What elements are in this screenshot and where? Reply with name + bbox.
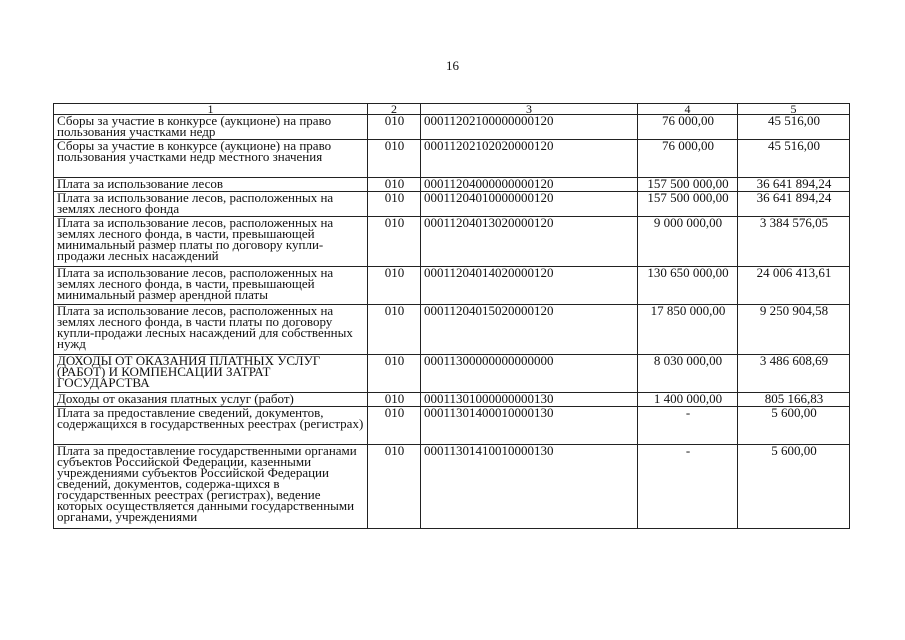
row-actual: 3 486 608,69 — [738, 355, 850, 393]
column-header-4: 4 — [638, 104, 738, 115]
revenue-table — [53, 103, 850, 529]
row-plan: 17 850 000,00 — [638, 305, 738, 355]
row-name: Плата за предоставление государственными органами субъектов Российской Федерации, казенными учреждениями субъектов Российской Федерации сведений, документов, содержа-щихся в государственных реестрах (регистрах), ведение которых осуществляется данными государственными органами, учреждениями — [54, 445, 368, 529]
row-code: 010 — [368, 355, 421, 393]
row-actual: 805 166,83 — [738, 393, 850, 407]
column-header-2: 2 — [368, 104, 421, 115]
row-actual: 24 006 413,61 — [738, 267, 850, 305]
row-kbk: 00011204013020000120 — [421, 217, 638, 267]
page-number: 16 — [446, 58, 459, 73]
row-actual: 45 516,00 — [738, 115, 850, 140]
row-kbk: 00011204015020000120 — [421, 305, 638, 355]
table-row — [54, 355, 850, 393]
row-code: 010 — [368, 115, 421, 140]
row-kbk: 00011202100000000120 — [421, 115, 638, 140]
row-plan: 8 030 000,00 — [638, 355, 738, 393]
row-name: Плата за использование лесов, расположенных на землях лесного фонда — [54, 192, 368, 217]
row-code: 010 — [368, 305, 421, 355]
row-actual: 36 641 894,24 — [738, 192, 850, 217]
row-name: ДОХОДЫ ОТ ОКАЗАНИЯ ПЛАТНЫХ УСЛУГ (РАБОТ) И КОМПЕНСАЦИИ ЗАТРАТ ГОСУДАРСТВА — [54, 355, 368, 393]
table-row — [54, 407, 850, 445]
table-row — [54, 217, 850, 267]
row-plan: 76 000,00 — [638, 140, 738, 178]
row-actual: 9 250 904,58 — [738, 305, 850, 355]
row-kbk: 00011204010000000120 — [421, 192, 638, 217]
row-actual: 45 516,00 — [738, 140, 850, 178]
row-code: 010 — [368, 445, 421, 529]
row-code: 010 — [368, 217, 421, 267]
row-actual: 5 600,00 — [738, 407, 850, 445]
row-kbk: 00011301410010000130 — [421, 445, 638, 529]
row-name: Сборы за участие в конкурсе (аукционе) на право пользования участками недр местного значения — [54, 140, 368, 178]
column-header-3: 3 — [421, 104, 638, 115]
row-actual: 3 384 576,05 — [738, 217, 850, 267]
row-plan: - — [638, 445, 738, 529]
row-plan: 130 650 000,00 — [638, 267, 738, 305]
row-kbk: 00011301400010000130 — [421, 407, 638, 445]
row-name: Плата за использование лесов, расположенных на землях лесного фонда, в части, превышающей минимальный размер платы по договору купли-продажи лесных насаждений — [54, 217, 368, 267]
row-name: Плата за предоставление сведений, документов, содержащихся в государственных реестрах (регистрах) — [54, 407, 368, 445]
table-row — [54, 445, 850, 529]
row-plan: 9 000 000,00 — [638, 217, 738, 267]
row-kbk: 00011202102020000120 — [421, 140, 638, 178]
row-code: 010 — [368, 192, 421, 217]
column-header-1: 1 — [54, 104, 368, 115]
row-code: 010 — [368, 393, 421, 407]
row-name: Доходы от оказания платных услуг (работ) — [54, 393, 368, 407]
row-plan: - — [638, 407, 738, 445]
table-row — [54, 115, 850, 140]
row-plan: 157 500 000,00 — [638, 192, 738, 217]
row-code: 010 — [368, 267, 421, 305]
row-kbk: 00011301000000000130 — [421, 393, 638, 407]
row-plan: 157 500 000,00 — [638, 178, 738, 192]
row-name: Плата за использование лесов, расположенных на землях лесного фонда, в части, превышающей минимальный размер арендной платы — [54, 267, 368, 305]
row-plan: 1 400 000,00 — [638, 393, 738, 407]
row-kbk: 00011204000000000120 — [421, 178, 638, 192]
row-name: Сборы за участие в конкурсе (аукционе) на право пользования участками недр — [54, 115, 368, 140]
column-header-5: 5 — [738, 104, 850, 115]
row-actual: 36 641 894,24 — [738, 178, 850, 192]
row-name: Плата за использование лесов, расположенных на землях лесного фонда, в части платы по договору купли-продажи лесных насаждений для собственных нужд — [54, 305, 368, 355]
table-row — [54, 192, 850, 217]
row-name: Плата за использование лесов — [54, 178, 368, 192]
row-code: 010 — [368, 140, 421, 178]
table-row — [54, 140, 850, 178]
row-code: 010 — [368, 178, 421, 192]
row-kbk: 00011204014020000120 — [421, 267, 638, 305]
row-plan: 76 000,00 — [638, 115, 738, 140]
row-actual: 5 600,00 — [738, 445, 850, 529]
row-code: 010 — [368, 407, 421, 445]
row-kbk: 00011300000000000000 — [421, 355, 638, 393]
table-row — [54, 267, 850, 305]
table-row — [54, 305, 850, 355]
